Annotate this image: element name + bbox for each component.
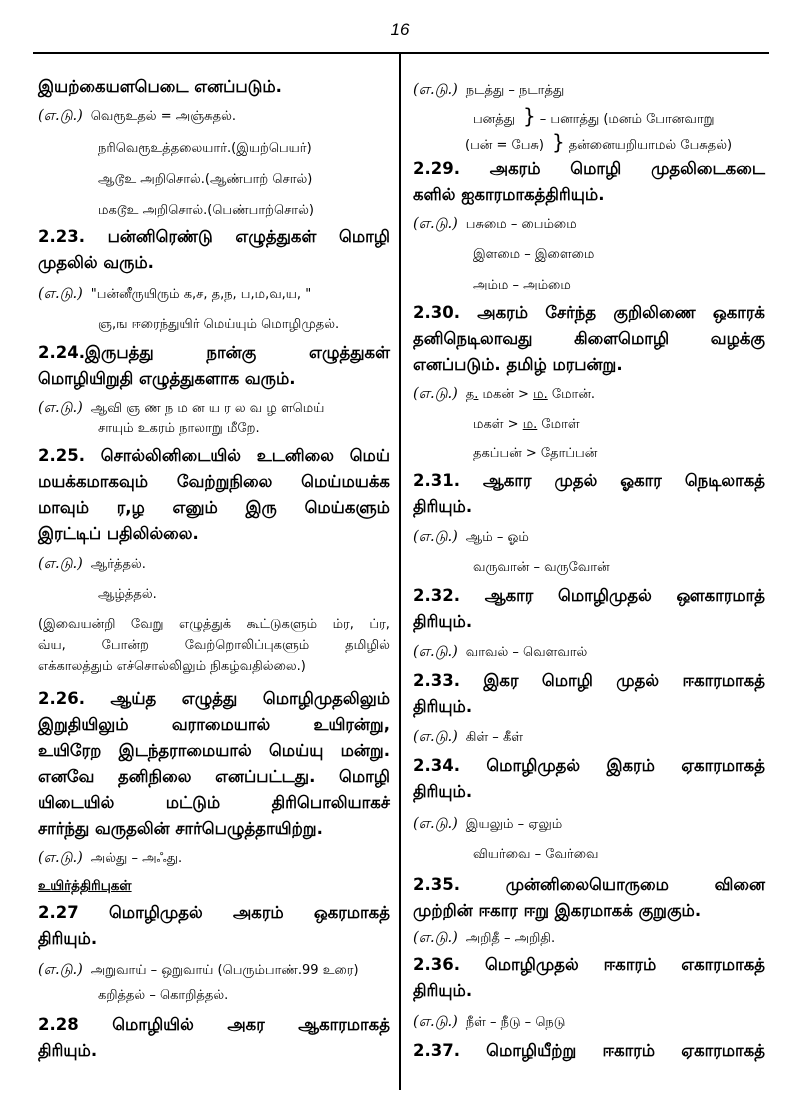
example-tag: (எ.டு.) (38, 962, 83, 978)
rule-heading-line: முற்றின் ஈகார ஈறு இகரமாகக் குறுகும். (413, 901, 702, 920)
example-tag: (எ.டு.) (413, 816, 458, 832)
rule-2-37 (413, 1038, 765, 1064)
example-text: வாவல் – வௌவால் (465, 645, 588, 660)
example-line: ஞ,ங ஈரைந்துயிர் மெய்யும் மொழிமுதல். (98, 317, 340, 332)
rule-2-24 (38, 340, 390, 392)
rule-heading-line: 2.26. ஆய்த எழுத்து மொழிமுதலிலும் (38, 689, 390, 708)
rule-heading-line: திரியும். (38, 1041, 98, 1060)
rule-heading-line: 2.28 மொழியில் அகர ஆகாரமாகத் (38, 1015, 390, 1034)
brace-symbol: } (523, 104, 536, 128)
note-line: (இவையன்றி வேறு எழுத்துக் கூட்டுகளும் ம்ர, ப்ர, (38, 617, 390, 632)
rule-heading-line: திரியும். (413, 697, 473, 716)
rule-heading-line: 2.33. இகர மொழி முதல் ஈகாரமாகத் (413, 671, 765, 690)
rule-heading-line: 2.31. ஆகார முதல் ஓகார நெடிலாகத் (413, 471, 765, 490)
example-text: ஆம் – ஓம் (465, 530, 529, 545)
example-line (38, 960, 390, 981)
rule-2-23 (38, 224, 390, 276)
example-tag: (எ.டு.) (38, 400, 83, 416)
rule-2-29 (413, 156, 765, 208)
example-text: அல்து – அஃது. (90, 851, 183, 866)
example-tag: (எ.டு.) (413, 529, 458, 545)
example-line (413, 928, 765, 949)
rule-continuation: இயற்கையளபெடை எனப்படும். (38, 77, 282, 96)
example-text: ஆர்த்தல். (90, 557, 146, 572)
rule-heading-line: மாவும் ர,ழ எனும் இரு மெய்களும் (38, 498, 390, 517)
example-tag: (எ.டு.) (38, 556, 83, 572)
example-line: ஆழ்த்தல். (98, 587, 157, 602)
example-line: இளமை – இளைமை (473, 247, 595, 262)
example-line (413, 814, 765, 835)
example-text: மோன். (551, 387, 596, 402)
rule-2-35 (413, 872, 765, 924)
rule-heading-line: 2.27 மொழிமுதல் அகரம் ஒகரமாகத் (38, 903, 390, 922)
example-tag: (எ.டு.) (413, 644, 458, 660)
example-line: நரிவெரூஉத்தலையார்.(இயற்பெயர்) (98, 141, 312, 156)
example-line (38, 554, 390, 575)
rule-heading-line: சார்ந்து வருதலின் சார்பெழுத்தாயிற்று. (38, 819, 323, 838)
rule-heading-line: 2.25. சொல்லினிடையில் உடனிலை மெய் (38, 446, 390, 465)
column-divider (399, 52, 401, 1090)
rule-heading-line: 2.37. மொழியீற்று ஈகாரம் ஏகாரமாகத் (413, 1041, 765, 1060)
rule-heading-line: திரியும். (413, 612, 473, 631)
example-line: ஆடூஉ அறிசொல்.(ஆண்பாற் சொல்) (98, 172, 313, 187)
section-heading: உயிர்த்திரிபுகள் (38, 878, 132, 894)
rule-heading-line: 2.23. பன்னிரெண்டு எழுத்துகள் மொழி (38, 227, 390, 246)
example-tag: (எ.டு.) (38, 850, 83, 866)
example-text: நீள் – நீடு – நெடு (465, 1015, 566, 1030)
example-line (413, 642, 765, 663)
example-tag: (எ.டு.) (413, 386, 458, 402)
rule-heading-line: திரியும். (38, 929, 98, 948)
example-tag: (எ.டு.) (413, 729, 458, 745)
rule-heading-line: 2.32. ஆகார மொழிமுதல் ஔகாரமாத் (413, 586, 765, 605)
rule-heading-line: களில் ஐகாரமாகத்திரியும். (413, 185, 605, 204)
rule-heading-line: யிடையில் மட்டும் திரிபொலியாகச் (38, 793, 390, 812)
rule-2-27 (38, 900, 390, 952)
rule-heading-line: முதலில் வரும். (38, 253, 154, 272)
example-text: இயலும் – ஏலும் (465, 817, 563, 832)
example-line: தகப்பன் > தோப்பன் (473, 446, 598, 461)
example-tag: (எ.டு.) (413, 1014, 458, 1030)
example-text: மோள் (541, 417, 580, 432)
brace-symbol: } (551, 130, 565, 154)
example-line: சாயும் உகரம் நாலாறு மீறே. (98, 421, 260, 436)
note-line: வ்ய, போன்ற வேற்றொலிப்புகளும் தமிழில் (38, 638, 390, 653)
example-text: – பனாத்து (மனம் போனவாறு (539, 112, 715, 127)
rule-heading-line: தனிநெடிலாவது கிளைமொழி வழக்கு (413, 329, 765, 348)
rule-heading-line: 2.36. மொழிமுதல் ஈகாரம் எகாரமாகத் (413, 955, 765, 974)
rule-2-25 (38, 443, 390, 547)
example-line (413, 415, 765, 435)
example-line (38, 106, 390, 127)
rule-2-36 (413, 952, 765, 1004)
rule-2-34 (413, 753, 765, 805)
rule-heading-line: உயிரேற இடந்தராமையால் மெய்யு மன்று. (38, 741, 390, 760)
language-abbrev: த. (465, 387, 479, 402)
example-line: மகடூஉ அறிசொல்.(பெண்பாற்சொல்) (98, 203, 314, 218)
rule-heading-line: 2.35. முன்னிலையொருமை வினை (413, 875, 765, 894)
rule-heading-line: 2.24.இருபத்து நான்கு எழுத்துகள் (38, 343, 390, 362)
example-line (38, 284, 390, 305)
rule-heading-line: இரட்டிப் பதிலில்லை. (38, 524, 199, 543)
example-line (413, 527, 765, 548)
example-text: பசுமை – பைம்மை (465, 217, 577, 232)
header-rule (33, 52, 769, 54)
rule-heading-line: மயக்கமாகவும் வேற்றுநிலை மெய்மயக்க (38, 472, 390, 491)
example-text: பனத்து (473, 112, 516, 127)
example-line (413, 80, 765, 101)
rule-heading-line: எனப்படும். தமிழ் மரபன்று. (413, 355, 623, 374)
example-text: ஆவி ஞ ண ந ம ன ய ர ல வ ழ ளமெய் (90, 401, 325, 416)
page-number: 16 (390, 20, 410, 39)
example-tag: (எ.டு.) (38, 108, 83, 124)
note-line: எக்காலத்தும் எச்சொல்லிலும் நிகழ்வதில்லை.) (38, 659, 306, 674)
example-line: கறித்தல் – கொறித்தல். (98, 988, 229, 1003)
example-line (413, 132, 765, 156)
example-line: அம்ம – அம்மை (473, 278, 571, 293)
rule-heading-line: இறுதியிலும் வராமையால் உயிரன்று, (38, 715, 390, 734)
rule-heading-line: திரியும். (413, 497, 473, 516)
example-text: வெரூஉதல் = அஞ்சுதல். (90, 109, 237, 124)
example-tag: (எ.டு.) (413, 216, 458, 232)
example-text: அறிதீ – அறிதி. (465, 931, 556, 946)
example-text: தன்னையறியாமல் பேசுதல்) (568, 138, 733, 153)
example-text: (பன் = பேசு) (465, 138, 544, 153)
rule-heading-line: 2.30. அகரம் சேர்ந்த குறிலிணை ஒகாரக் (413, 303, 765, 322)
rule-2-30 (413, 300, 765, 378)
rule-heading-line: எனவே தனிநிலை எனப்பட்டது. மொழி (38, 767, 390, 786)
language-abbrev: ம. (522, 417, 538, 432)
example-line (413, 1012, 765, 1033)
example-text: "பன்னீருயிரும் க,ச, த,ந, ப,ம,வ,ய, " (90, 287, 312, 302)
rule-heading-line: திரியும். (413, 782, 473, 801)
example-text: மகன் > (482, 387, 529, 402)
example-line: வியர்வை – வேர்வை (473, 847, 599, 862)
example-line (413, 106, 765, 130)
rule-heading-line: திரியும். (413, 981, 473, 1000)
note-paragraph (38, 614, 390, 677)
example-tag: (எ.டு.) (413, 82, 458, 98)
example-line (413, 727, 765, 748)
example-text: கிள் – கீள் (465, 730, 523, 745)
rule-2-32 (413, 583, 765, 635)
example-tag: (எ.டு.) (38, 286, 83, 302)
example-text: மகள் > (473, 417, 519, 432)
example-text: நடத்து – நடாத்து (465, 83, 565, 98)
example-line (413, 214, 765, 235)
example-line (38, 398, 390, 419)
rule-heading-line: 2.34. மொழிமுதல் இகரம் ஏகாரமாகத் (413, 756, 765, 775)
language-abbrev: ம. (533, 387, 548, 402)
rule-2-28 (38, 1012, 390, 1064)
example-tag: (எ.டு.) (413, 930, 458, 946)
example-text: அறுவாய் – ஒறுவாய் (பெரும்பாண்.99 உரை) (90, 963, 359, 978)
rule-heading-line: மொழியிறுதி எழுத்துகளாக வரும். (38, 369, 296, 388)
example-line (413, 384, 765, 405)
example-line (38, 848, 390, 869)
rule-2-26 (38, 686, 390, 842)
example-line: வருவான் – வருவோன் (473, 560, 610, 575)
rule-heading-line: 2.29. அகரம் மொழி முதலிடைகடை (413, 159, 765, 178)
rule-2-33 (413, 668, 765, 720)
rule-2-31 (413, 468, 765, 520)
